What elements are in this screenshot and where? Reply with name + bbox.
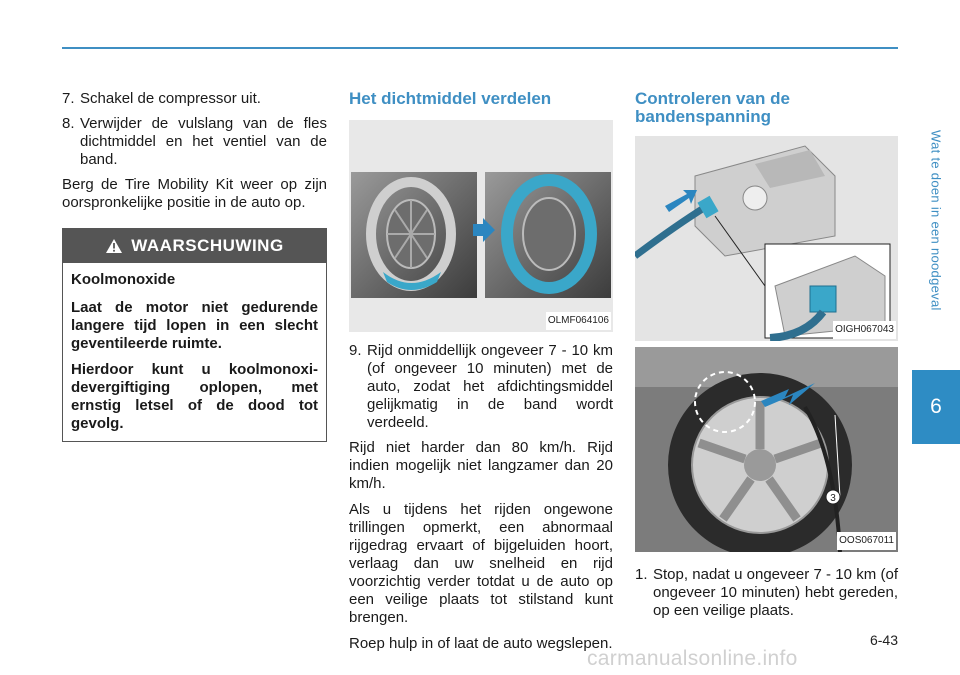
warning-body: [63, 263, 326, 441]
page-number: 6-43: [869, 632, 898, 648]
watermark: carmanualsonline.info: [587, 647, 798, 670]
figure-code: OLMF064106: [546, 312, 611, 330]
step-8: 8. Verwijder de vulslang van de fles dichtmiddel en het ventiel van de band.: [62, 115, 327, 168]
figure-wheel: [635, 347, 898, 552]
storage-paragraph: Berg de Tire Mobility Kit weer op zijn oorspronkelijke positie in de auto op.: [62, 176, 327, 211]
warning-text-2: Hierdoor kunt u koolmonoxi-devergiftiging oplopen, met ernstig letsel of de dood tot gevolg.: [71, 361, 318, 432]
column-2: [349, 90, 613, 661]
chapter-side-title: Wat te doen in een noodgeval: [928, 129, 944, 311]
warning-text-1: Laat de motor niet gedurende langere tijd lopen in een slecht geventileerde ruimte.: [71, 299, 318, 352]
header-rule: [62, 47, 898, 49]
vibration-paragraph: Als u tijdens het rijden ongewone trillingen opmerkt, een abnormaal rijgedrag ervaart of bijgeluiden hoort, verlaag dan uw snelheid en rijd voorzichtig verder totdat u de auto op een veilige plaats tot stilstand kunt brengen.: [349, 501, 613, 626]
warning-title: Koolmonoxide: [71, 271, 176, 288]
wheel-illustration: [635, 347, 898, 552]
speed-paragraph: Rijd niet harder dan 80 km/h. Rijd indien mogelijk niet langzamer dan 20 km/h.: [349, 439, 613, 492]
section-heading-pressure: Controleren van de bandenspanning: [635, 89, 790, 126]
column-1: [62, 90, 327, 442]
warning-box: [62, 228, 327, 442]
step-9: 9. Rijd onmiddellijk ongeveer 7 - 10 km (of ongeveer 10 minuten) met de auto, zodat het afdichtingsmiddel gelijkmatig in de band wordt verdeeld.: [349, 342, 613, 431]
compressor-illustration: [635, 136, 898, 341]
chapter-tab[interactable]: 6: [912, 370, 960, 444]
column-3: [635, 90, 898, 627]
towing-paragraph: Roep hulp in of laat de auto wegslepen.: [349, 635, 613, 652]
warning-header: WAARSCHUWING: [63, 229, 326, 263]
step-1: 1. Stop, nadat u ongeveer 7 - 10 km (of ongeveer 10 minuten) hebt gereden, op een veilige plaats.: [635, 566, 898, 619]
figure-code-wheel: OOS067011: [837, 532, 896, 550]
figure-code-compressor: OIGH067043: [833, 321, 896, 339]
step-7: 7. Schakel de compressor uit.: [62, 90, 261, 107]
section-heading-distribute: Het dichtmiddel verdelen: [349, 89, 552, 108]
tire-sealant-illustration: [349, 120, 613, 332]
warning-triangle-icon: [105, 238, 123, 254]
figure-compressor: [635, 136, 898, 341]
callout-number: 3: [830, 493, 836, 504]
figure-sealant-distribution: [349, 120, 613, 332]
